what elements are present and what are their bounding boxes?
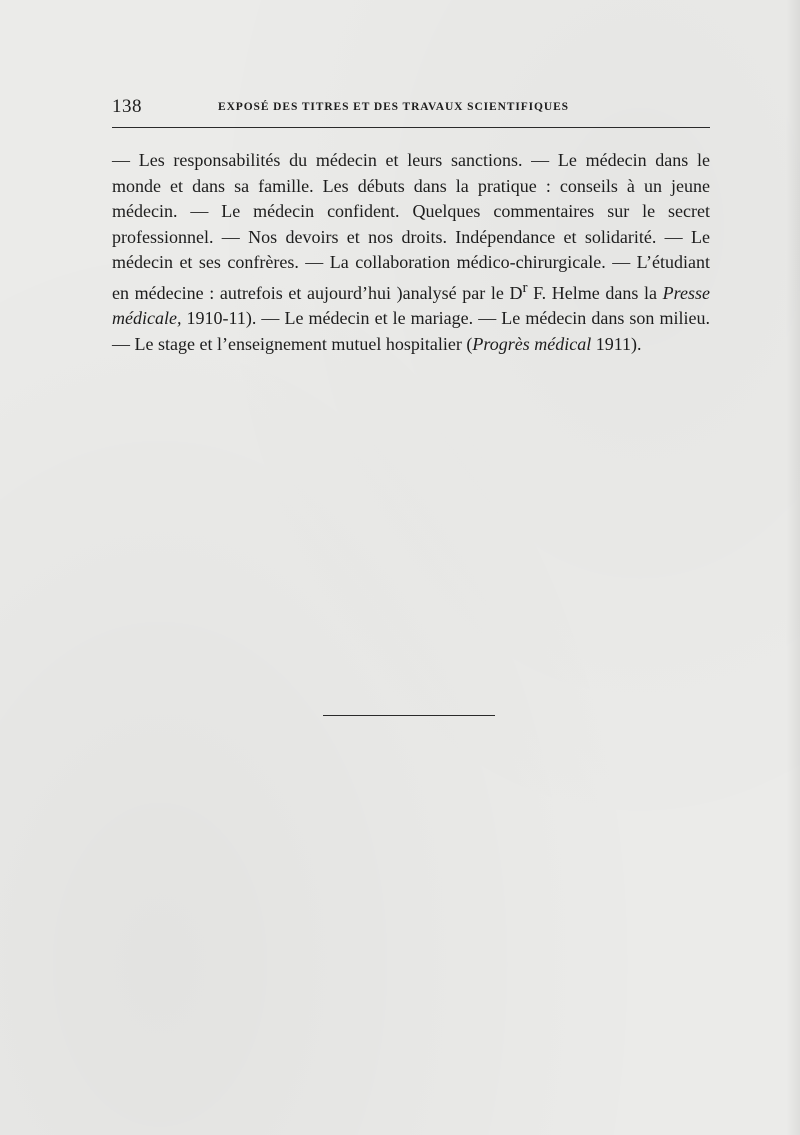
body-text-segment: F. Helme dans la [527, 282, 663, 303]
journal-title: Presse médicale, [112, 282, 710, 328]
page-number: 138 [112, 96, 142, 117]
header-rule [112, 127, 710, 128]
journal-title: Progrès médical [472, 333, 592, 354]
doctor-superscript: r [522, 279, 528, 296]
running-title: EXPOSÉ DES TITRES ET DES TRAVAUX SCIENTIFIQUES [218, 101, 569, 113]
body-paragraph [112, 148, 710, 357]
body-text-segment: 1911). [591, 333, 642, 354]
page-header [112, 96, 710, 118]
section-end-rule [323, 715, 495, 716]
page-edge-shadow [786, 0, 800, 1135]
body-text-segment: — Les responsabilités du médecin et leurs sanctions. — Le médecin dans le monde et dans sa famille. Les débuts dans la pratique : conseils à un jeune médecin. — Le médecin confident. Quelques commentaires sur le secret professionnel. — Nos devoirs et nos droits. Indépendance et solidarité. — Le médecin et ses confrères. — La collaboration médico-chirurgicale. — L’étudiant en médecine : autrefois et aujourd’hui )analysé par le D [112, 150, 710, 303]
body-text-segment: 1910-11). — Le médecin et le mariage. — Le médecin dans son milieu. — Le stage et l’enseignement mutuel hospitalier ( [112, 308, 710, 354]
